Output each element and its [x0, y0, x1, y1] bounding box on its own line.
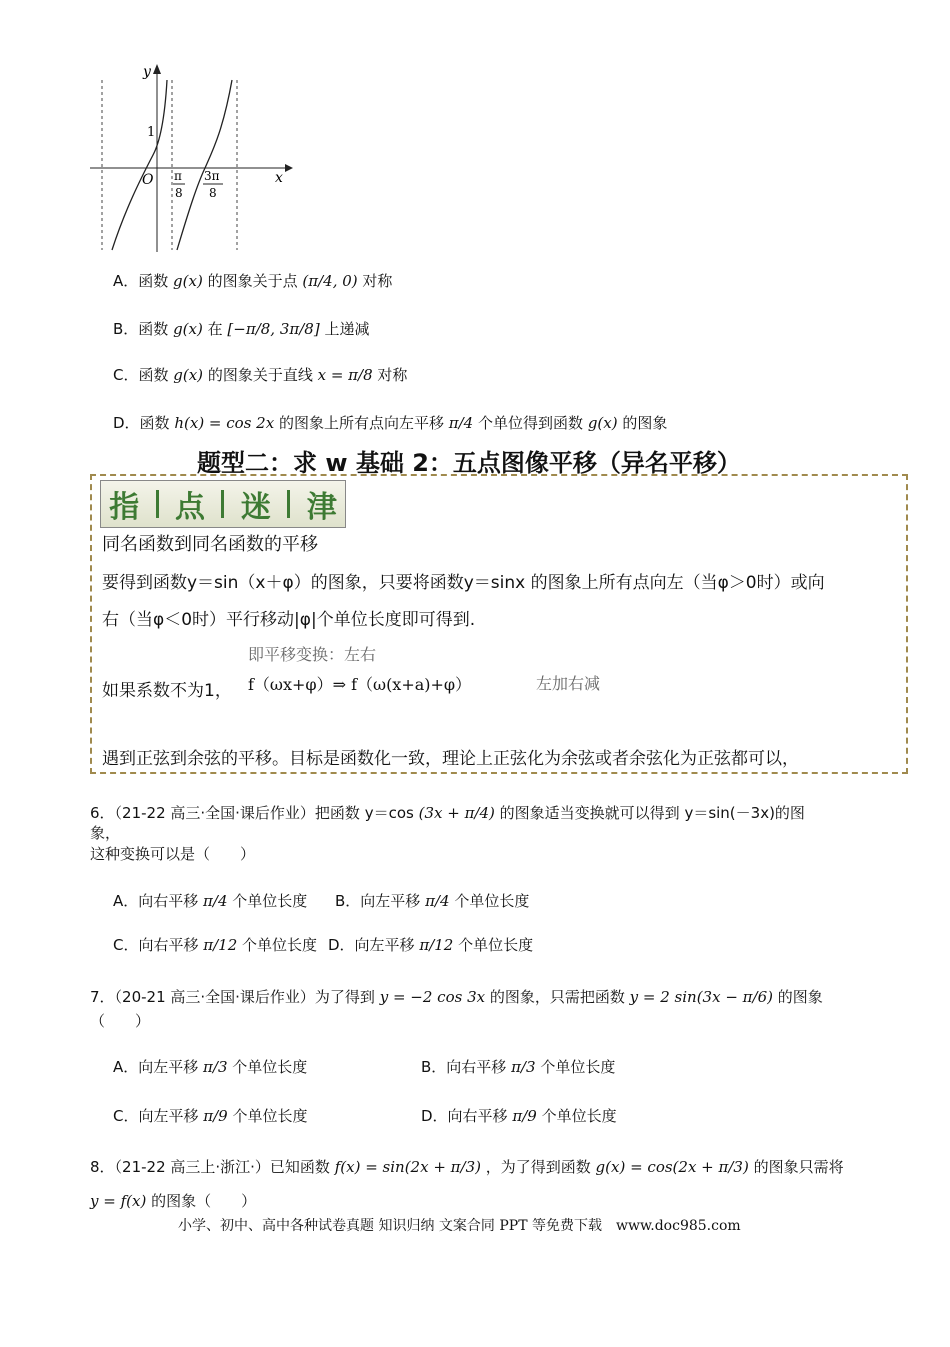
q6-stem: 6．（21-22 高三·全国·课后作业）把函数 y＝cos (3x + π/4) 的图象适当变换就可以得到 y＝sin(－3x)的图 — [90, 804, 805, 822]
section-title: 题型二：求 w 基础 2：五点图像平移（异名平移） — [197, 449, 741, 477]
q7-option-d[interactable]: D．向右平移 π/9 个单位长度 — [421, 1107, 617, 1125]
tip-line-5-note: 左加右减 — [536, 674, 601, 693]
curve-branch-1 — [112, 80, 167, 250]
footer: 小学、初中、高中各种试卷真题 知识归纳 文案合同 PPT 等免费下载 www.doc985.com — [178, 1218, 741, 1234]
q8-stem-d: y = f(x) 的图象（ ） — [90, 1192, 257, 1210]
tip-line-4: 即平移变换：左右 — [248, 645, 377, 664]
tip-line-5-formula: f（ωx+φ）⇒ f（ω(x+a)+φ） — [248, 675, 472, 694]
tip-line-5-prefix: 如果系数不为1， — [102, 681, 232, 701]
tip-badge: 指 点 迷 津 — [100, 480, 346, 528]
q6-option-d[interactable]: D．向左平移 π/12 个单位长度 — [328, 936, 534, 954]
q7-option-c[interactable]: C．向左平移 π/9 个单位长度 — [113, 1107, 308, 1125]
q7-stem: 7．（20-21 高三·全国·课后作业）为了得到 y = −2 cos 3x 的图象，只需把函数 y = 2 sin(3x − π/6) 的图象 — [90, 988, 823, 1006]
x-arrow — [285, 164, 293, 172]
q6-stem-c: 象， — [90, 824, 121, 842]
function-graph — [85, 60, 295, 260]
y-arrow — [153, 64, 161, 74]
y-axis-label: y — [143, 64, 151, 80]
q7-option-b[interactable]: B．向右平移 π/3 个单位长度 — [421, 1058, 616, 1076]
q6-option-b[interactable]: B．向左平移 π/4 个单位长度 — [335, 892, 530, 910]
q7-stem-d: （ ） — [90, 1012, 151, 1030]
tip-line-2: 要得到函数y＝sin（x＋φ）的图象，只要将函数y＝sinx 的图象上所有点向左（当φ＞0时）或向 — [102, 573, 825, 593]
tick2-num: 3π — [204, 169, 220, 183]
q6-option-c[interactable]: C．向右平移 π/12 个单位长度 — [113, 936, 318, 954]
q7-option-a[interactable]: A．向左平移 π/3 个单位长度 — [113, 1058, 308, 1076]
q5-option-a[interactable]: A．函数 g(x) 的图象关于点 (π/4, 0) 对称 — [113, 272, 393, 290]
q5-option-c[interactable]: C．函数 g(x) 的图象关于直线 x = π/8 对称 — [113, 366, 408, 384]
q8-stem: 8．（21-22 高三上·浙江·）已知函数 f(x) = sin(2x + π/3) ，为了得到函数 g(x) = cos(2x + π/3) 的图象只需将 — [90, 1158, 844, 1176]
q5-option-d[interactable]: D．函数 h(x) = cos 2x 的图象上所有点向左平移 π/4 个单位得到函数 g(x) 的图象 — [113, 414, 668, 432]
x-axis-label: x — [275, 170, 283, 186]
tick2-den: 8 — [209, 186, 217, 200]
one-label: 1 — [147, 125, 156, 140]
tip-line-6: 遇到正弦到余弦的平移。目标是函数化一致，理论上正弦化为余弦或者余弦化为正弦都可以， — [102, 749, 799, 769]
q6-option-a[interactable]: A．向右平移 π/4 个单位长度 — [113, 892, 308, 910]
q5-option-b[interactable]: B．函数 g(x) 在 [−π/8, 3π/8] 上递减 — [113, 320, 370, 338]
tip-line-1: 同名函数到同名函数的平移 — [102, 534, 318, 555]
curve-branch-2 — [177, 80, 232, 250]
origin-label: O — [142, 172, 154, 188]
q6-stem-d: 这种变换可以是（ ） — [90, 845, 256, 863]
tick1-den: 8 — [175, 186, 183, 200]
tip-line-3: 右（当φ＜0时）平行移动|φ|个单位长度即可得到. — [102, 610, 476, 630]
tick1-num: π — [174, 169, 182, 183]
